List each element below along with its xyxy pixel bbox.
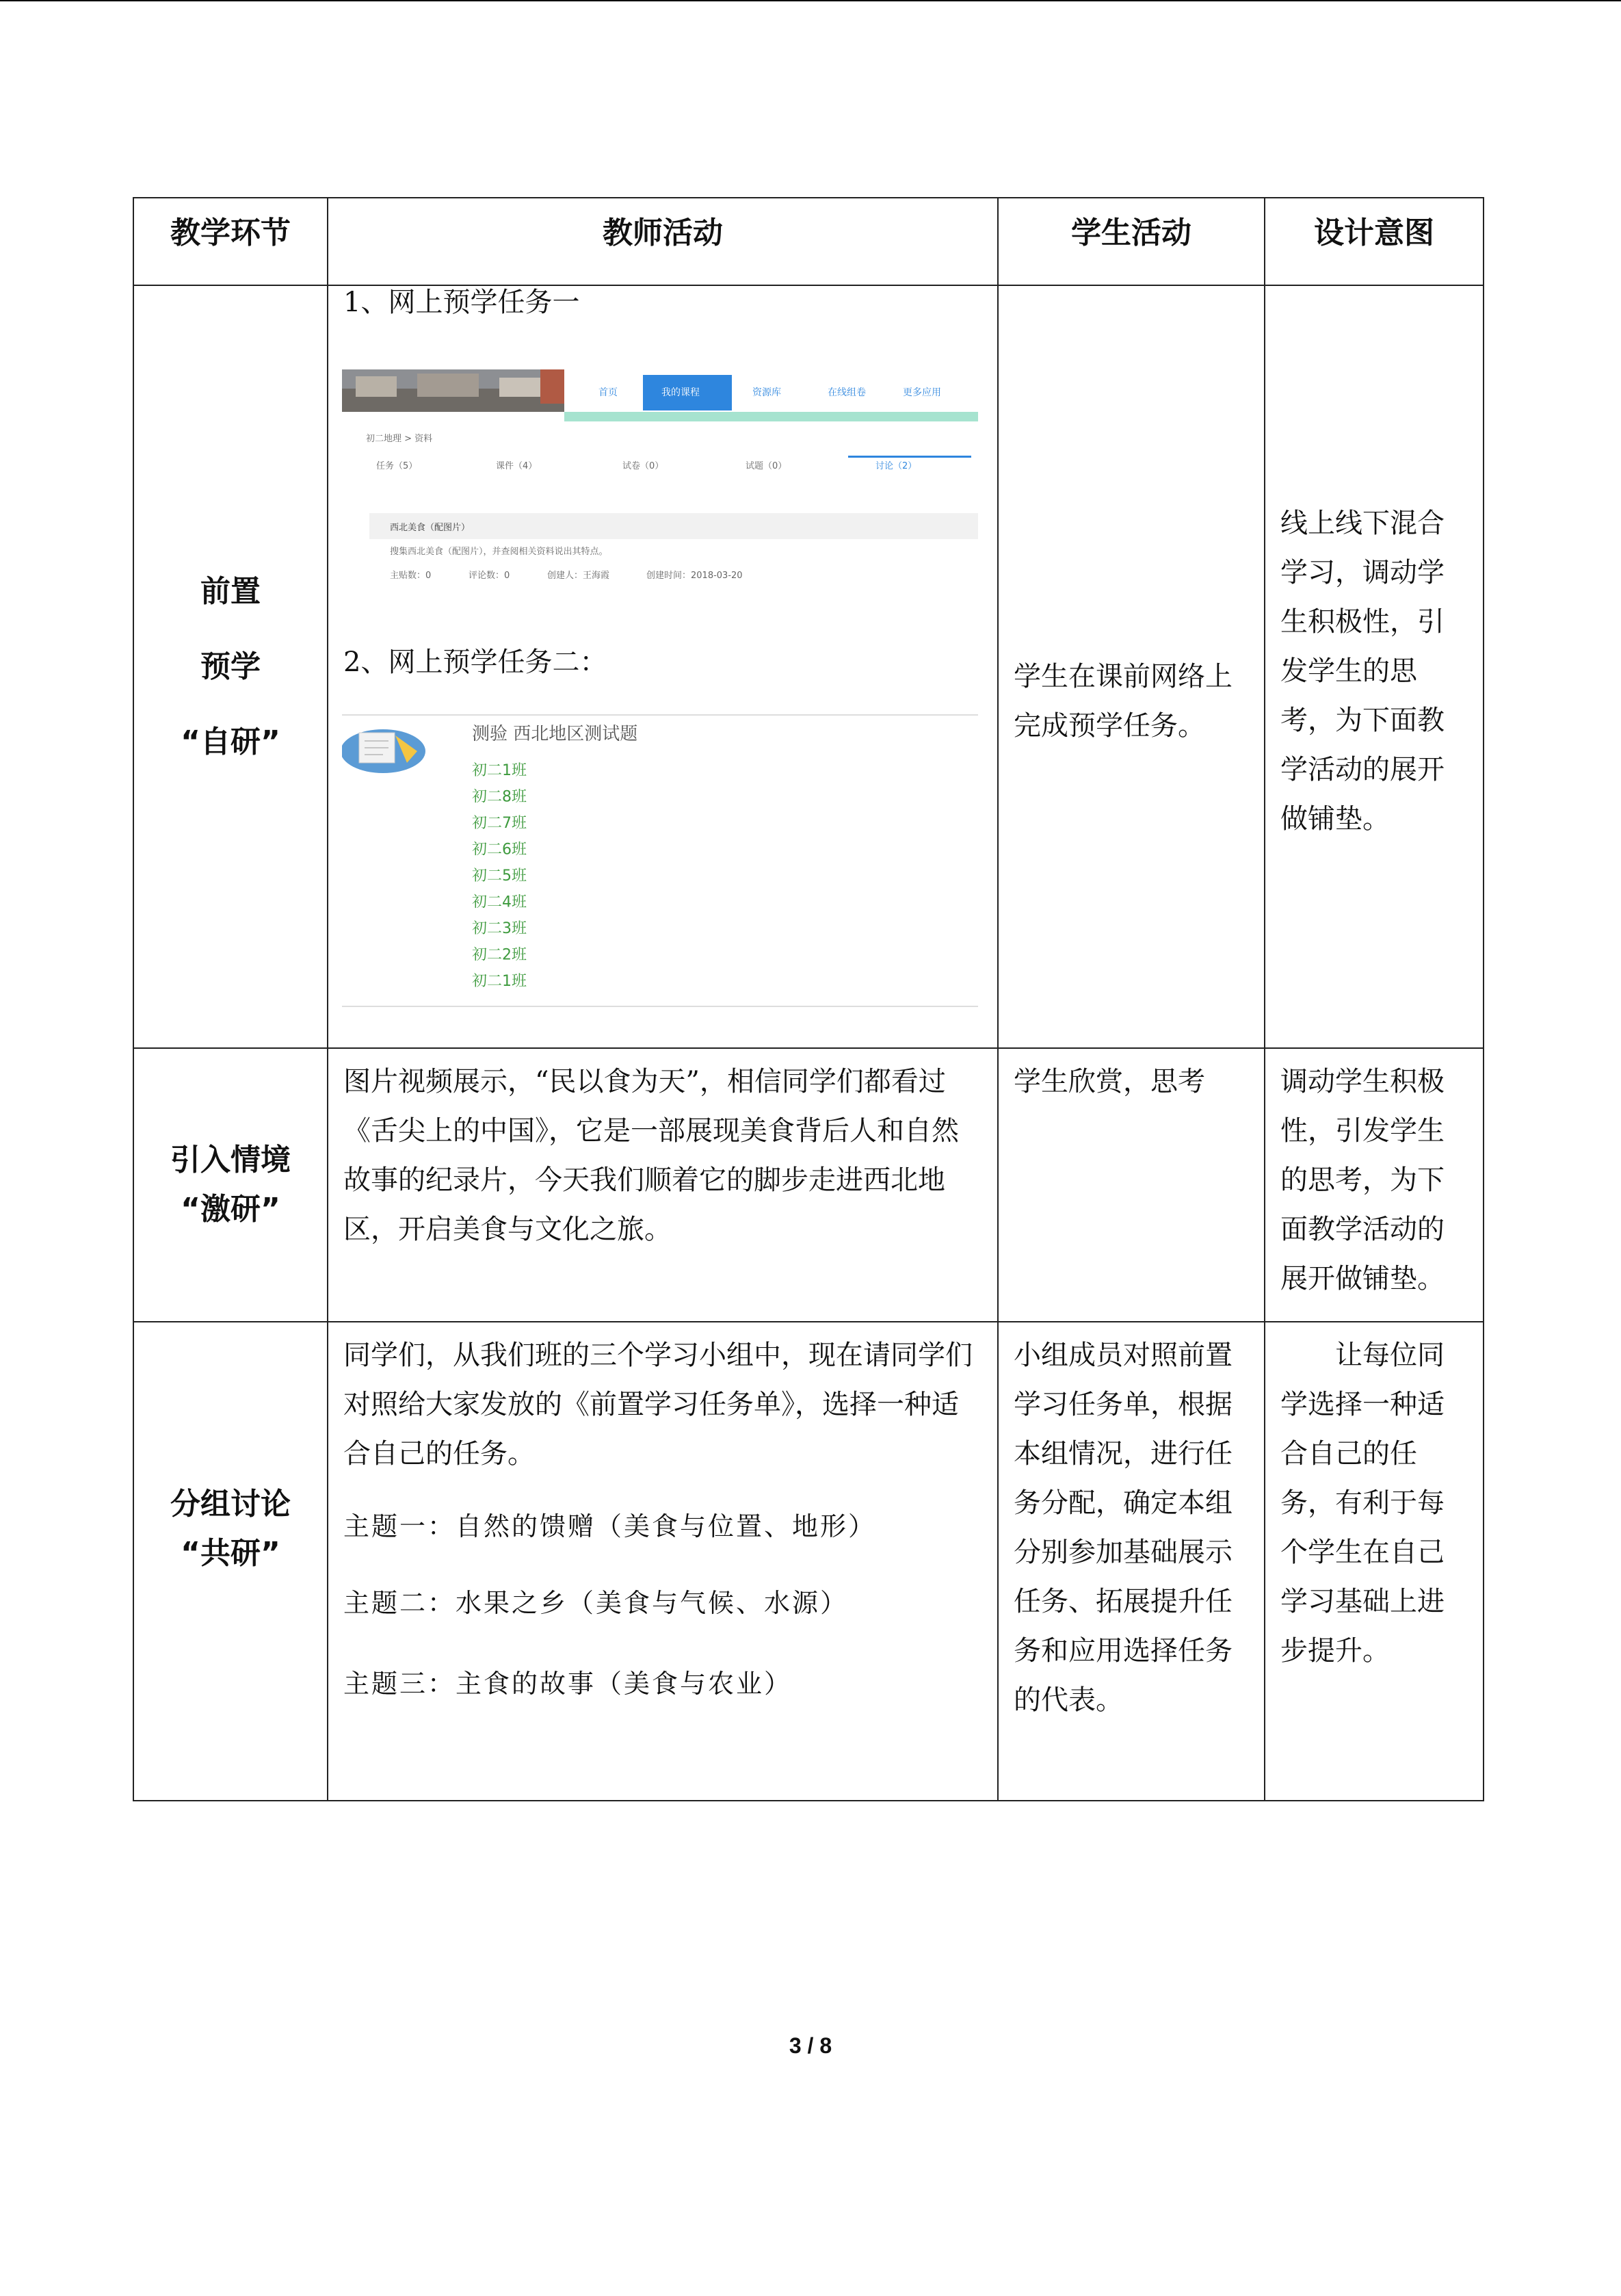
design-intent-group: 让每位同学选择一种适合自己的任务，有利于每个学生在自己学习基础上进步提升。 (1265, 1322, 1484, 1801)
stage-line: “激研” (181, 1192, 280, 1227)
student-activity-group: 小组成员对照前置学习任务单，根据本组情况，进行任务分配，确定本组分别参加基础展示任务、拓展提升任务和应用选择任务的代表。 (998, 1322, 1265, 1801)
class-link[interactable]: 初二6班 (472, 841, 527, 859)
page-top-border (0, 0, 1621, 1)
class-link[interactable]: 初二2班 (472, 946, 527, 964)
student-activity-preview: 学生在课前网络上完成预学任务。 (998, 285, 1265, 1048)
stage-line: “自研” (181, 724, 280, 759)
task1-label: 1、网上预学任务一 (343, 287, 580, 318)
nav-more-apps[interactable]: 更多应用 (903, 387, 941, 398)
page-number: 3 / 8 (789, 2033, 832, 2058)
teacher-activity-group (328, 1322, 998, 1801)
tab-tasks[interactable]: 任务（5） (376, 461, 418, 471)
teacher-activity-context: 图片视频展示，“民以食为天”，相信同学们都看过《舌尖上的中国》，它是一部展现美食背后人和自然故事的纪录片，今天我们顺着它的脚步走进西北地区，开启美食与文化之旅。 (328, 1048, 998, 1322)
tab-active-indicator (848, 456, 971, 458)
nav-my-courses[interactable]: 我的课程 (661, 387, 700, 398)
tab-discussion[interactable]: 讨论（2） (875, 461, 917, 471)
campus-banner-image (342, 369, 564, 412)
theme-item: 主题三：主食的故事（美食与农业） (343, 1669, 793, 1699)
header-design-intent: 设计意图 (1265, 198, 1484, 285)
breadcrumb: 初二地理 > 资料 (366, 434, 433, 444)
stage-preview-cell (133, 285, 328, 1048)
class-link[interactable]: 初二7班 (472, 815, 527, 832)
class-list (472, 762, 527, 990)
tab-papers[interactable]: 试卷（0） (622, 461, 664, 471)
task2-label: 2、网上预学任务二： (343, 647, 607, 678)
tab-slides[interactable]: 课件（4） (496, 461, 538, 471)
mint-stripe (564, 412, 978, 421)
class-link[interactable]: 初二1班 (472, 973, 527, 990)
class-link[interactable]: 初二1班 (472, 762, 527, 779)
quiz-icon (342, 729, 425, 773)
header-student-activity: 学生活动 (998, 198, 1265, 285)
theme-item: 主题二：水果之乡（美食与气候、水源） (343, 1588, 849, 1618)
item-comments: 评论数：0 (469, 571, 510, 581)
tab-questions[interactable]: 试题（0） (746, 461, 787, 471)
header-teacher-activity: 教师活动 (328, 198, 998, 285)
item-title[interactable]: 西北美食（配图片） (390, 523, 471, 533)
class-link[interactable]: 初二8班 (472, 788, 527, 806)
group-intro: 同学们，从我们班的三个学习小组中，现在请同学们对照给大家发放的《前置学习任务单》，选择一种适合自己的任务。 (343, 1340, 973, 1470)
nav-home[interactable]: 首页 (598, 387, 618, 398)
stage-line: 分组讨论 (170, 1487, 291, 1522)
design-intent-preview: 线上线下混合学习，调动学生积极性，引发学生的思考，为下面教学活动的展开做铺垫。 (1265, 285, 1484, 1048)
class-link[interactable]: 初二5班 (472, 867, 527, 885)
header-teaching-stage: 教学环节 (133, 198, 328, 285)
class-link[interactable]: 初二3班 (472, 920, 527, 937)
item-creator: 创建人：王海霞 (547, 571, 610, 581)
nav-resources[interactable]: 资源库 (752, 387, 781, 398)
class-link[interactable]: 初二4班 (472, 893, 527, 911)
item-desc: 搜集西北美食（配图片），并查阅相关资料说出其特点。 (390, 547, 608, 557)
stage-group-cell (133, 1322, 328, 1801)
stage-context-cell (133, 1048, 328, 1322)
quiz-title[interactable]: 测验 西北地区测试题 (472, 724, 638, 744)
item-posts: 主贴数：0 (390, 571, 432, 581)
item-created-time: 创建时间：2018-03-20 (646, 571, 743, 581)
design-intent-context: 调动学生积极性，引发学生的思考，为下面教学活动的展开做铺垫。 (1265, 1048, 1484, 1322)
student-activity-context: 学生欣赏，思考 (998, 1048, 1265, 1322)
stage-line: 前置 (200, 573, 261, 609)
nav-online-exam[interactable]: 在线组卷 (828, 387, 866, 398)
stage-line: 预学 (200, 649, 261, 684)
theme-item: 主题一：自然的馈赠（美食与位置、地形） (343, 1511, 877, 1541)
stage-line: “共研” (181, 1536, 280, 1571)
course-platform-screenshot (342, 369, 978, 592)
quiz-class-list-screenshot (342, 714, 978, 1008)
stage-line: 引入情境 (170, 1143, 291, 1177)
